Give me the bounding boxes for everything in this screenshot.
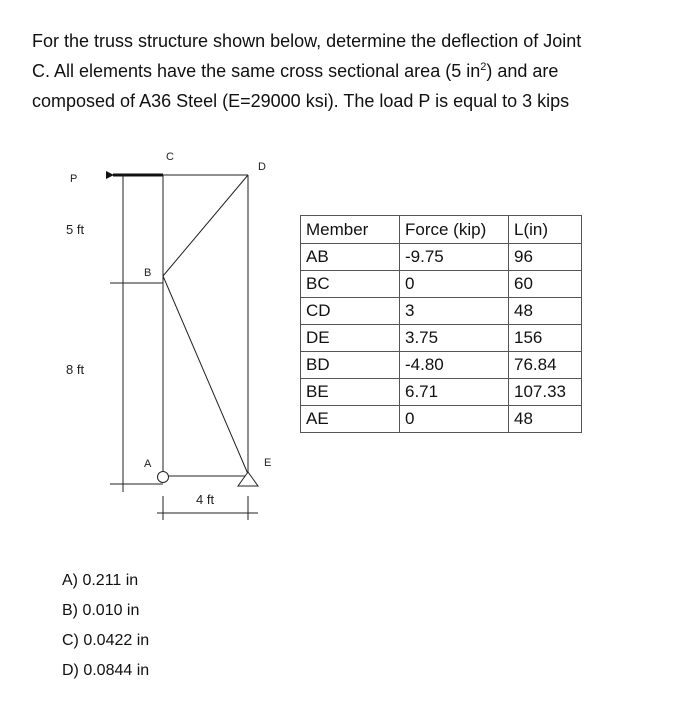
force-cell: 3 xyxy=(400,298,509,325)
joint-label-e: E xyxy=(264,457,272,469)
force-cell: -9.75 xyxy=(400,244,509,271)
load-label: P xyxy=(70,173,78,185)
pin-support xyxy=(238,472,258,486)
length-cell: 48 xyxy=(509,406,582,433)
table-row xyxy=(301,379,582,406)
answer-choices xyxy=(62,566,149,686)
answer-option-d: D) 0.0844 in xyxy=(62,662,150,679)
answer-option-c: C) 0.0422 in xyxy=(62,632,150,649)
member-bd xyxy=(163,175,248,276)
length-cell: 48 xyxy=(509,298,582,325)
member-force-table xyxy=(300,215,582,433)
joint-label-d: D xyxy=(258,161,266,173)
length-cell: 156 xyxy=(509,325,582,352)
member-cell: AB xyxy=(301,244,400,271)
table-row xyxy=(301,298,582,325)
joint-label-c: C xyxy=(166,151,174,163)
table-header-row xyxy=(301,216,582,244)
table-row xyxy=(301,244,582,271)
member-cell: BE xyxy=(301,379,400,406)
member-be xyxy=(163,276,248,474)
dimension-lower-height: 8 ft xyxy=(66,362,85,377)
area-exponent: 2 xyxy=(480,61,487,73)
header-length: L(in) xyxy=(509,216,582,244)
length-cell: 60 xyxy=(509,271,582,298)
question-line-3: composed of A36 Steel (E=29000 ksi). The load P is equal to 3 kips xyxy=(32,91,570,111)
answer-option-a: A) 0.211 in xyxy=(62,572,139,589)
question-line-2-end: ) and are xyxy=(486,61,559,81)
length-cell: 76.84 xyxy=(509,352,582,379)
joint-label-a: A xyxy=(144,458,152,470)
force-cell: 6.71 xyxy=(400,379,509,406)
table-row xyxy=(301,406,582,433)
member-cell: AE xyxy=(301,406,400,433)
force-cell: -4.80 xyxy=(400,352,509,379)
member-cell: BD xyxy=(301,352,400,379)
joint-label-b: B xyxy=(144,267,152,279)
length-cell: 107.33 xyxy=(509,379,582,406)
member-cell: BC xyxy=(301,271,400,298)
length-cell: 96 xyxy=(509,244,582,271)
dimension-width: 4 ft xyxy=(196,492,215,507)
force-cell: 0 xyxy=(400,406,509,433)
header-member: Member xyxy=(301,216,400,244)
question-line-2-start: C. All elements have the same cross sectional area (5 in xyxy=(32,61,481,81)
table-row xyxy=(301,352,582,379)
table-row xyxy=(301,271,582,298)
force-cell: 3.75 xyxy=(400,325,509,352)
answer-option-b: B) 0.010 in xyxy=(62,602,140,619)
force-cell: 0 xyxy=(400,271,509,298)
roller-support xyxy=(158,472,169,483)
question-line-1: For the truss structure shown below, determine the deflection of Joint xyxy=(32,31,582,51)
header-force: Force (kip) xyxy=(400,216,509,244)
member-cell: CD xyxy=(301,298,400,325)
dimension-upper-height: 5 ft xyxy=(66,222,85,237)
table-row xyxy=(301,325,582,352)
member-cell: DE xyxy=(301,325,400,352)
